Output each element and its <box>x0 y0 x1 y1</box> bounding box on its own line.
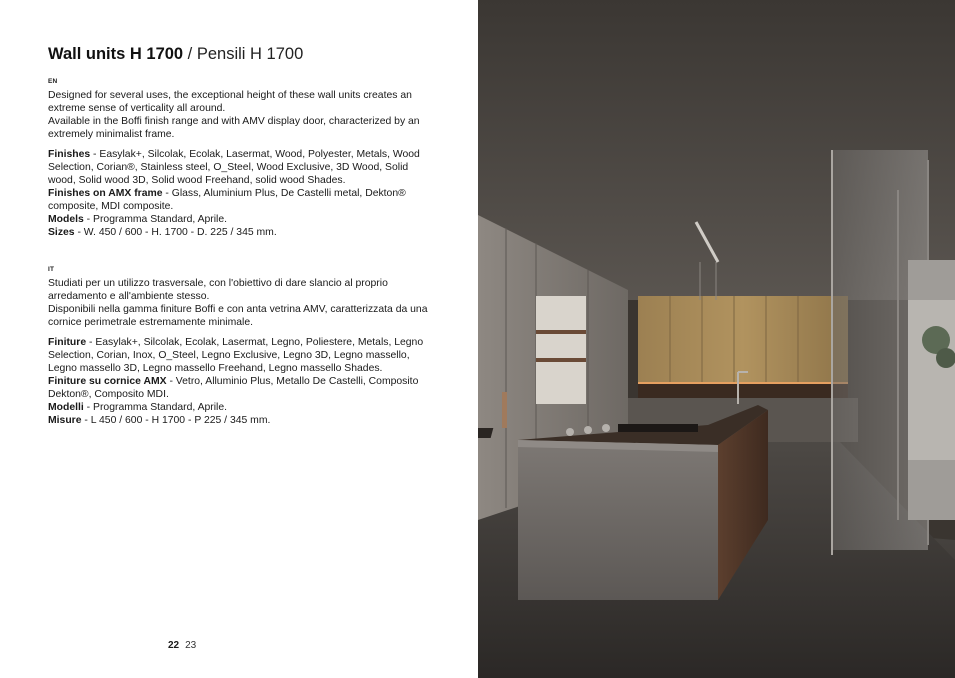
spec-label: Finishes <box>48 149 91 160</box>
spec-label: Finiture <box>48 337 87 348</box>
title-separator: / <box>183 45 197 63</box>
title-italian: Pensili H 1700 <box>196 45 304 63</box>
spec-value: - Easylak+, Silcolak, Ecolak, Lasermat, Legno, Poliestere, Metals, Legno Selection, Corian, Inox, O_Steel, Legno Exclusive, Legno 3D, Legno massello, Legno massello 3D, Legno massello Freehand, Legno massello Shades. <box>48 337 424 374</box>
it-spec-list <box>48 336 428 427</box>
en-spec-amx-finishes <box>48 187 428 213</box>
en-paragraph: Available in the Boffi finish range and with AMV display door, characterized by an extremely minimalist frame. <box>48 116 420 140</box>
page-numbers <box>168 640 196 652</box>
spec-label: Sizes <box>48 227 75 238</box>
spec-value: - Vetro, Alluminio Plus, Metallo De Castelli, Composito Dekton®, Composito MDI. <box>48 376 419 400</box>
spec-value: - Programma Standard, Aprile. <box>83 402 228 413</box>
spec-value: - Glass, Aluminium Plus, De Castelli metal, Dekton® composite, MDI composite. <box>48 188 406 212</box>
en-spec-list <box>48 148 428 239</box>
english-section <box>48 77 428 239</box>
language-label-it: IT <box>48 266 55 273</box>
it-spec-finiture <box>48 336 428 375</box>
en-spec-models <box>48 213 428 226</box>
en-paragraph: Designed for several uses, the exceptional height of these wall units creates an extreme sense of verticality all around. <box>48 90 412 114</box>
spec-value: - Programma Standard, Aprile. <box>83 214 228 225</box>
it-spec-modelli <box>48 401 428 414</box>
spec-value: - W. 450 / 600 - H. 1700 - D. 225 / 345 mm. <box>74 227 277 238</box>
it-spec-amx-finiture <box>48 375 428 401</box>
page-number-next: 23 <box>185 640 197 651</box>
language-label-en: EN <box>48 78 58 85</box>
spec-value: - Easylak+, Silcolak, Ecolak, Lasermat, Wood, Polyester, Metals, Wood Selection, Corian®, Stainless steel, O_Steel, Wood Exclusive, 3D Wood, Solid wood, Solid wood 3D, Solid wood Freehand, solid wood Shades. <box>48 149 420 186</box>
kitchen-illustration <box>478 0 955 678</box>
en-spec-sizes <box>48 226 428 239</box>
spec-label: Finiture su cornice AMX <box>48 376 167 387</box>
spec-value: - L 450 / 600 - H 1700 - P 225 / 345 mm. <box>81 415 271 426</box>
kitchen-photo <box>478 0 955 678</box>
spec-label: Modelli <box>48 402 84 413</box>
title-english: Wall units H 1700 <box>48 45 184 63</box>
spec-label: Misure <box>48 415 82 426</box>
spec-label: Finishes on AMX frame <box>48 188 163 199</box>
spec-label: Models <box>48 214 84 225</box>
page-title <box>48 44 303 64</box>
it-paragraph: Disponibili nella gamma finiture Boffi e con anta vetrina AMV, caratterizzata da una cornice perimetrale estremamente minimale. <box>48 304 428 328</box>
page-number-current: 22 <box>168 640 180 651</box>
italian-section <box>48 265 428 427</box>
it-paragraph: Studiati per un utilizzo trasversale, con l'obiettivo di dare slancio al proprio arredamento e all'ambiente stesso. <box>48 278 388 302</box>
en-spec-finishes <box>48 148 428 187</box>
it-spec-misure <box>48 414 428 427</box>
